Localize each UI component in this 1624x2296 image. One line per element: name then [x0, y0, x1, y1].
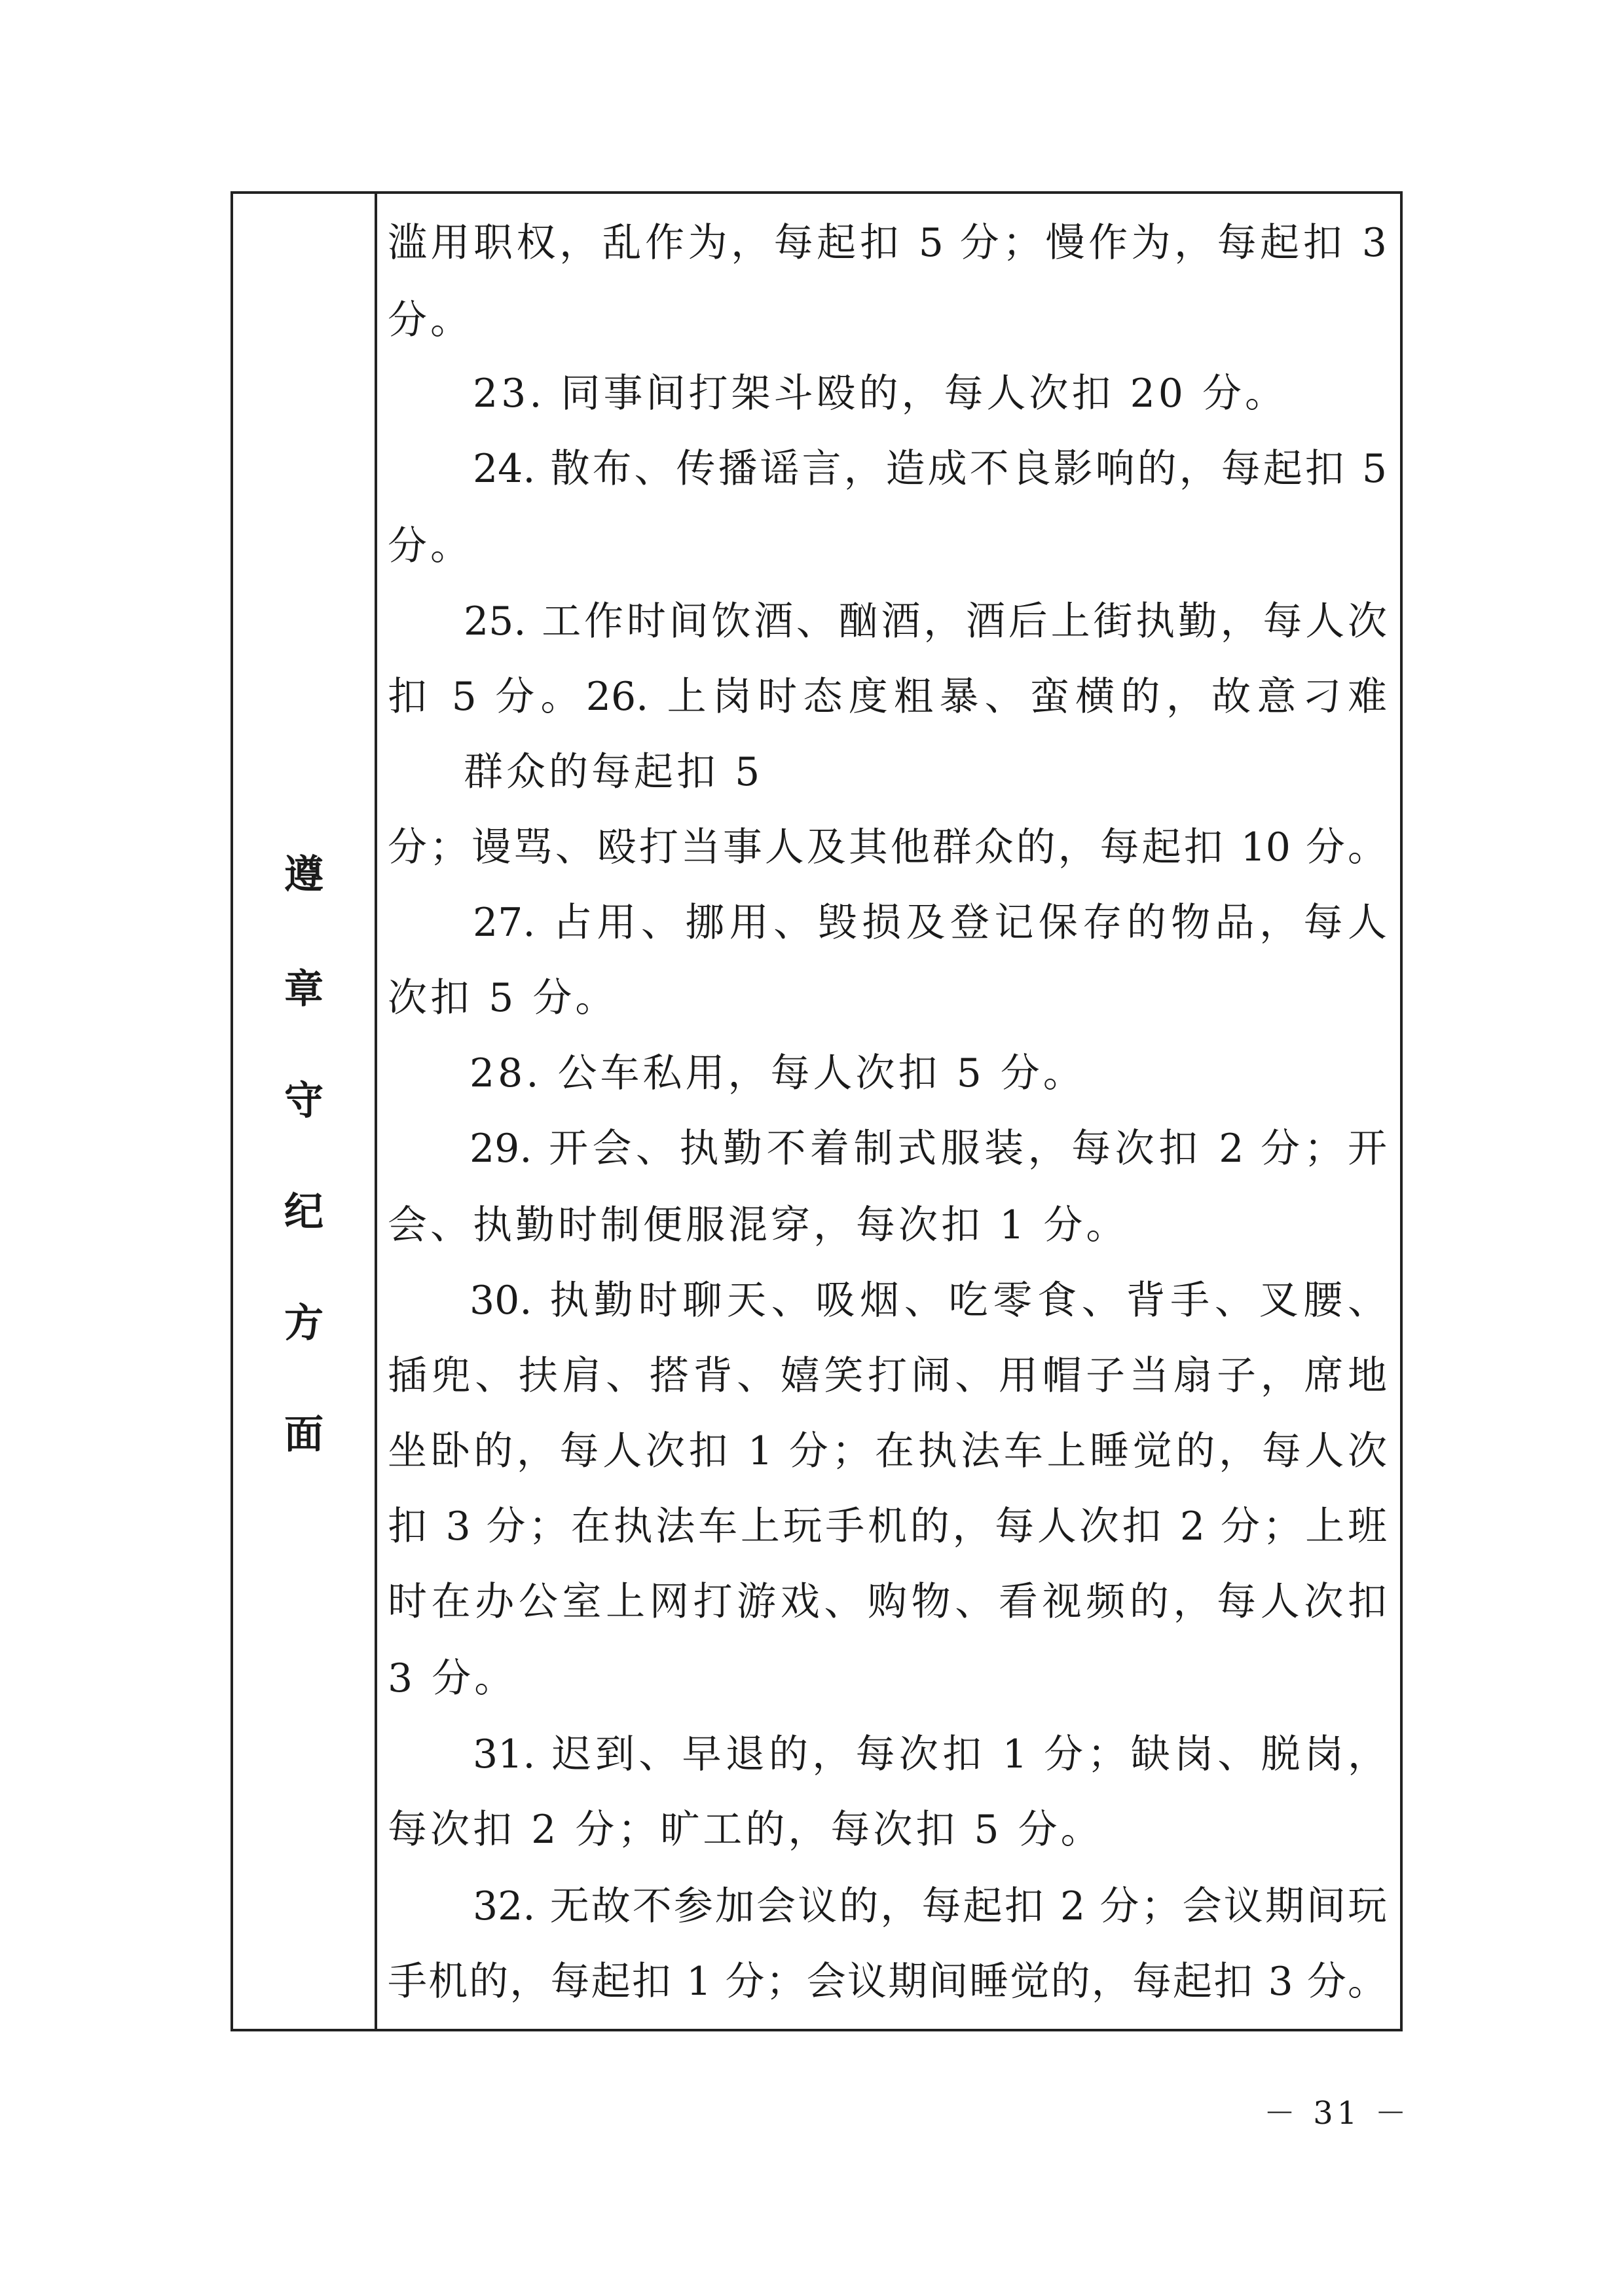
rule-line: 24. 散布、传播谣言，造成不良影响的，每起扣 5 — [473, 446, 1387, 492]
rule-line: 会、执勤时制便服混穿，每次扣 1 分。 — [388, 1202, 1129, 1248]
rule-line: 3 分。 — [388, 1656, 517, 1701]
category-char: 遵 — [284, 852, 323, 898]
page-number: － 31 － — [1264, 2095, 1411, 2132]
rules-content-cell — [388, 194, 1387, 2029]
rule-line: 次扣 5 分。 — [388, 975, 618, 1021]
rule-line: 坐卧的，每人次扣 1 分；在执法车上睡觉的，每人次 — [388, 1428, 1387, 1474]
rule-line: 每次扣 2 分；旷工的，每次扣 5 分。 — [388, 1807, 1103, 1853]
rule-line: 滥用职权，乱作为，每起扣 5 分；慢作为，每起扣 3 — [388, 220, 1387, 266]
rule-line: 插兜、扶肩、搭背、嬉笑打闹、用帽子当扇子，席地 — [388, 1353, 1387, 1399]
column-divider — [375, 194, 377, 2029]
rule-line: 30. 执勤时聊天、吸烟、吃零食、背手、叉腰、 — [470, 1278, 1387, 1324]
rule-line: 29. 开会、执勤不着制式服装，每次扣 2 分；开 — [470, 1126, 1387, 1172]
category-char: 方 — [284, 1301, 323, 1346]
rule-line: 扣 5 分。26. 上岗时态度粗暴、蛮横的，故意刁难 — [388, 674, 1387, 720]
category-char: 面 — [284, 1412, 323, 1458]
rule-line: 分。 — [388, 297, 473, 343]
rule-line: 23. 同事间打架斗殴的，每人次扣 20 分。 — [473, 371, 1287, 417]
rules-table — [231, 191, 1403, 2031]
rule-line: 时在办公室上网打游戏、购物、看视频的，每人次扣 — [388, 1579, 1387, 1625]
rule-line: 32. 无故不参加会议的，每起扣 2 分；会议期间玩 — [473, 1883, 1387, 1929]
category-cell — [233, 194, 375, 2029]
category-char: 守 — [284, 1078, 323, 1124]
rule-line: 分；谩骂、殴打当事人及其他群众的，每起扣 10 分。 — [388, 824, 1387, 870]
category-char: 章 — [284, 967, 323, 1012]
rule-line: 25. 工作时间饮酒、酗酒，酒后上街执勤，每人次 — [464, 599, 1387, 644]
rule-line: 31. 迟到、早退的，每次扣 1 分；缺岗、脱岗， — [473, 1731, 1387, 1777]
category-char: 纪 — [284, 1189, 323, 1235]
rule-line: 扣 3 分；在执法车上玩手机的，每人次扣 2 分；上班 — [388, 1504, 1387, 1549]
rule-line: 28. 公车私用，每人次扣 5 分。 — [470, 1050, 1086, 1096]
rule-line: 分。 — [388, 523, 473, 569]
rule-line: 27. 占用、挪用、毁损及登记保存的物品，每人 — [473, 900, 1387, 946]
rule-line: 手机的，每起扣 1 分；会议期间睡觉的，每起扣 3 分。 — [388, 1959, 1387, 2005]
rule-line: 群众的每起扣 5 — [464, 749, 764, 795]
